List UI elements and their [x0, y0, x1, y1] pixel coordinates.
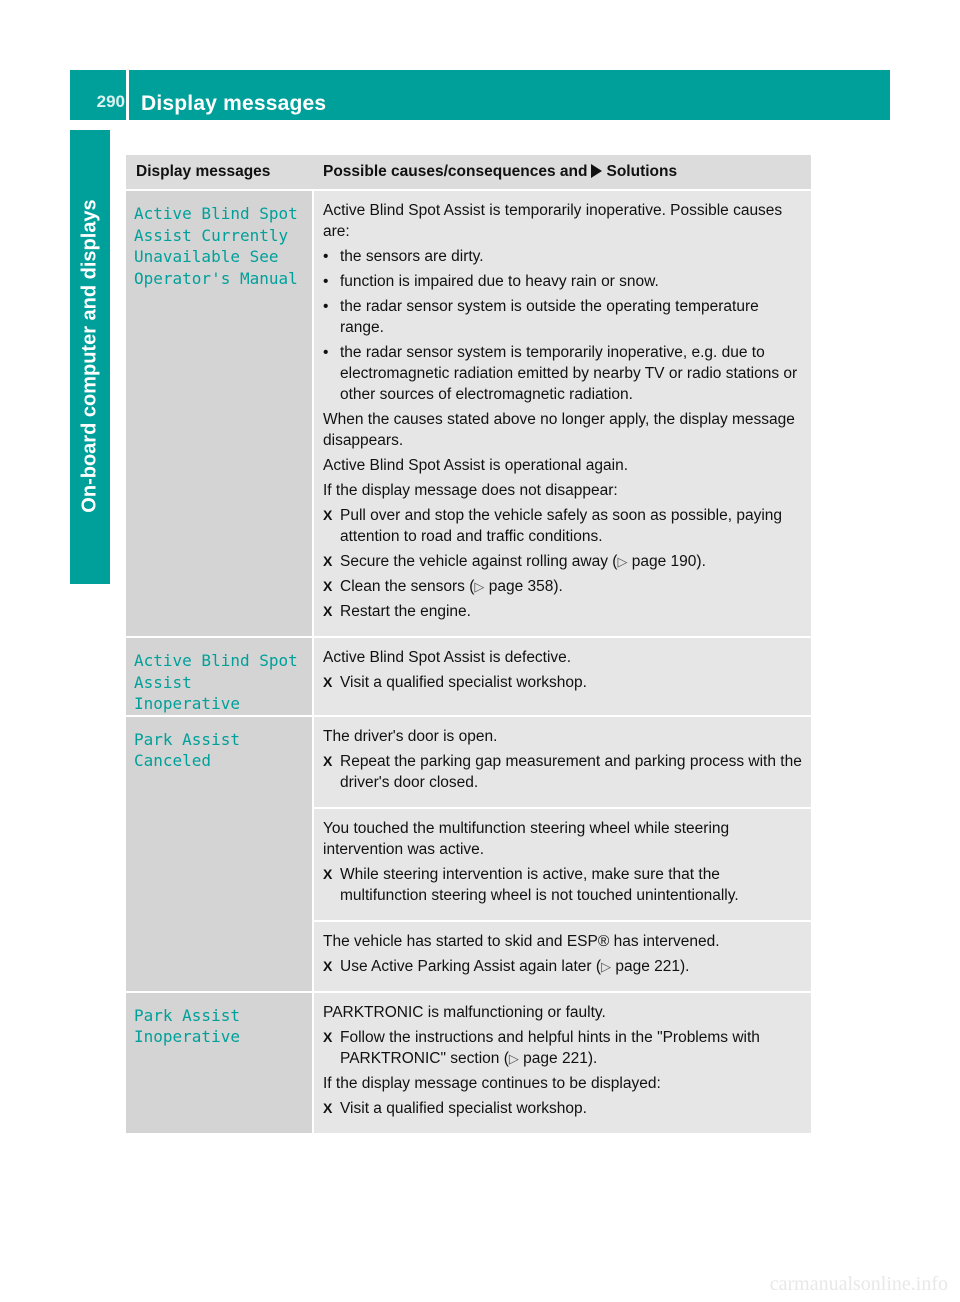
message-cell	[126, 191, 314, 636]
action-step	[323, 956, 805, 977]
page-ref-arrow-icon: ▷	[508, 1050, 519, 1066]
action-marker-icon: X	[323, 507, 333, 523]
message-cell	[126, 638, 314, 715]
step-text: Clean the sensors (	[340, 578, 475, 595]
solution-block	[314, 922, 811, 991]
page-ref-arrow-icon: ▷	[601, 958, 612, 974]
step-text: Repeat the parking gap measurement and parking process with the driver's door closed.	[340, 752, 802, 791]
page-number: 290	[96, 92, 125, 111]
page-reference-link[interactable]: page 358	[488, 578, 554, 595]
action-marker-icon: X	[323, 553, 333, 569]
step-text-end: ).	[696, 553, 706, 570]
paragraph: PARKTRONIC is malfunctioning or faulty.	[323, 1003, 606, 1021]
step-text: Visit a qualified specialist workshop.	[340, 1099, 587, 1117]
action-step	[323, 751, 805, 793]
step-text: While steering intervention is active, make sure that the multifunction steering wheel is not touched unintentionally.	[340, 865, 739, 904]
side-tab-label: On-board computer and displays	[78, 199, 101, 513]
bullet-item	[323, 342, 805, 405]
side-tab-marker	[70, 544, 110, 584]
action-marker-icon: X	[323, 578, 333, 594]
action-step	[323, 551, 805, 572]
paragraph: The driver's door is open.	[323, 727, 498, 745]
step-text: the radar sensor system is outside the operating temperature range.	[340, 298, 759, 336]
page-reference-link[interactable]: page 221	[523, 1049, 588, 1067]
step-text-end: ).	[680, 957, 690, 975]
action-step	[323, 1027, 805, 1069]
bullet-marker-icon: •	[323, 273, 329, 290]
solution-cell	[314, 638, 811, 715]
page-reference-link[interactable]: page 221	[615, 957, 681, 975]
action-step	[323, 864, 805, 906]
solution-block	[314, 717, 811, 809]
page-title: Display messages	[141, 92, 327, 115]
col-header-solutions-pre: Possible causes/consequences and	[323, 163, 588, 180]
action-step	[323, 672, 805, 693]
table-row	[126, 638, 811, 717]
display-message-text: Park Assist Inoperative	[134, 1005, 240, 1046]
page-ref-arrow-icon: ▷	[617, 554, 628, 569]
action-marker-icon: X	[323, 1028, 333, 1045]
action-step	[323, 1098, 805, 1119]
step-text: Secure the vehicle against rolling away (	[340, 553, 618, 570]
action-step	[323, 601, 805, 622]
step-text-end: ).	[587, 1049, 598, 1067]
solution-cell	[314, 717, 811, 991]
col-header-solutions	[314, 155, 811, 189]
col-header-solutions-post: Solutions	[606, 163, 678, 180]
step-text-end: ).	[553, 578, 563, 595]
paragraph: You touched the multifunction steering wheel while steering intervention was active.	[323, 819, 730, 858]
display-messages-table	[126, 155, 811, 1135]
action-marker-icon: X	[323, 674, 333, 690]
action-marker-icon: X	[323, 603, 333, 619]
solution-block	[314, 191, 811, 636]
paragraph: The vehicle has started to skid and ESP® has intervened.	[323, 932, 720, 950]
step-text: function is impaired due to heavy rain or snow.	[340, 273, 659, 290]
display-message-text: Active Blind Spot Assist Currently Unavailable See Operator's Manual	[134, 204, 298, 288]
bullet-marker-icon: •	[323, 344, 329, 361]
paragraph: If the display message does not disappear:	[323, 482, 618, 499]
solution-block	[314, 993, 811, 1133]
step-text: the sensors are dirty.	[340, 248, 484, 265]
step-text: Follow the instructions and helpful hints in the "Problems with PARKTRONIC" section (	[340, 1028, 760, 1067]
table-row	[126, 993, 811, 1135]
table-row	[126, 191, 811, 638]
bullet-item	[323, 296, 805, 338]
solution-block	[314, 638, 811, 707]
action-step	[323, 505, 805, 547]
action-marker-icon: X	[323, 1099, 333, 1116]
page-ref-arrow-icon: ▷	[474, 579, 485, 594]
step-text: Pull over and stop the vehicle safely as soon as possible, paying attention to road and traffic conditions.	[340, 507, 783, 545]
step-text: Use Active Parking Assist again later (	[340, 957, 602, 975]
table-header	[126, 155, 811, 191]
step-text: Visit a qualified specialist workshop.	[340, 674, 587, 691]
paragraph: Active Blind Spot Assist is temporarily inoperative. Possible causes are:	[323, 202, 783, 240]
side-tab	[70, 130, 110, 583]
action-marker-icon: X	[323, 957, 333, 974]
message-cell	[126, 993, 314, 1133]
header-divider	[126, 70, 129, 120]
watermark: carmanualsonline.info	[769, 1273, 948, 1295]
paragraph: Active Blind Spot Assist is defective.	[323, 649, 572, 666]
action-step	[323, 576, 805, 597]
step-text: the radar sensor system is temporarily inoperative, e.g. due to electromagnetic radiation emitted by nearby TV or radio stations or other sources of electromagnetic radiation.	[340, 344, 798, 403]
bullet-marker-icon: •	[323, 248, 329, 265]
table-row	[126, 717, 811, 993]
display-message-text: Active Blind Spot Assist Inoperative	[134, 651, 298, 713]
solution-cell	[314, 993, 811, 1133]
paragraph: Active Blind Spot Assist is operational again.	[323, 457, 629, 474]
play-arrow-icon	[591, 164, 602, 178]
page-reference-link[interactable]: page 190	[631, 553, 697, 570]
action-marker-icon: X	[323, 865, 333, 882]
solution-block	[314, 809, 811, 922]
bullet-marker-icon: •	[323, 298, 329, 315]
step-text: Restart the engine.	[340, 603, 471, 620]
table-body	[126, 191, 811, 1135]
bullet-item	[323, 246, 805, 267]
action-marker-icon: X	[323, 752, 333, 769]
display-message-text: Park Assist Canceled	[134, 729, 240, 770]
solution-cell	[314, 191, 811, 636]
paragraph: If the display message continues to be displayed:	[323, 1074, 661, 1092]
message-cell	[126, 717, 314, 991]
col-header-messages: Display messages	[136, 163, 271, 180]
bullet-item	[323, 271, 805, 292]
paragraph: When the causes stated above no longer apply, the display message disappears.	[323, 411, 795, 449]
